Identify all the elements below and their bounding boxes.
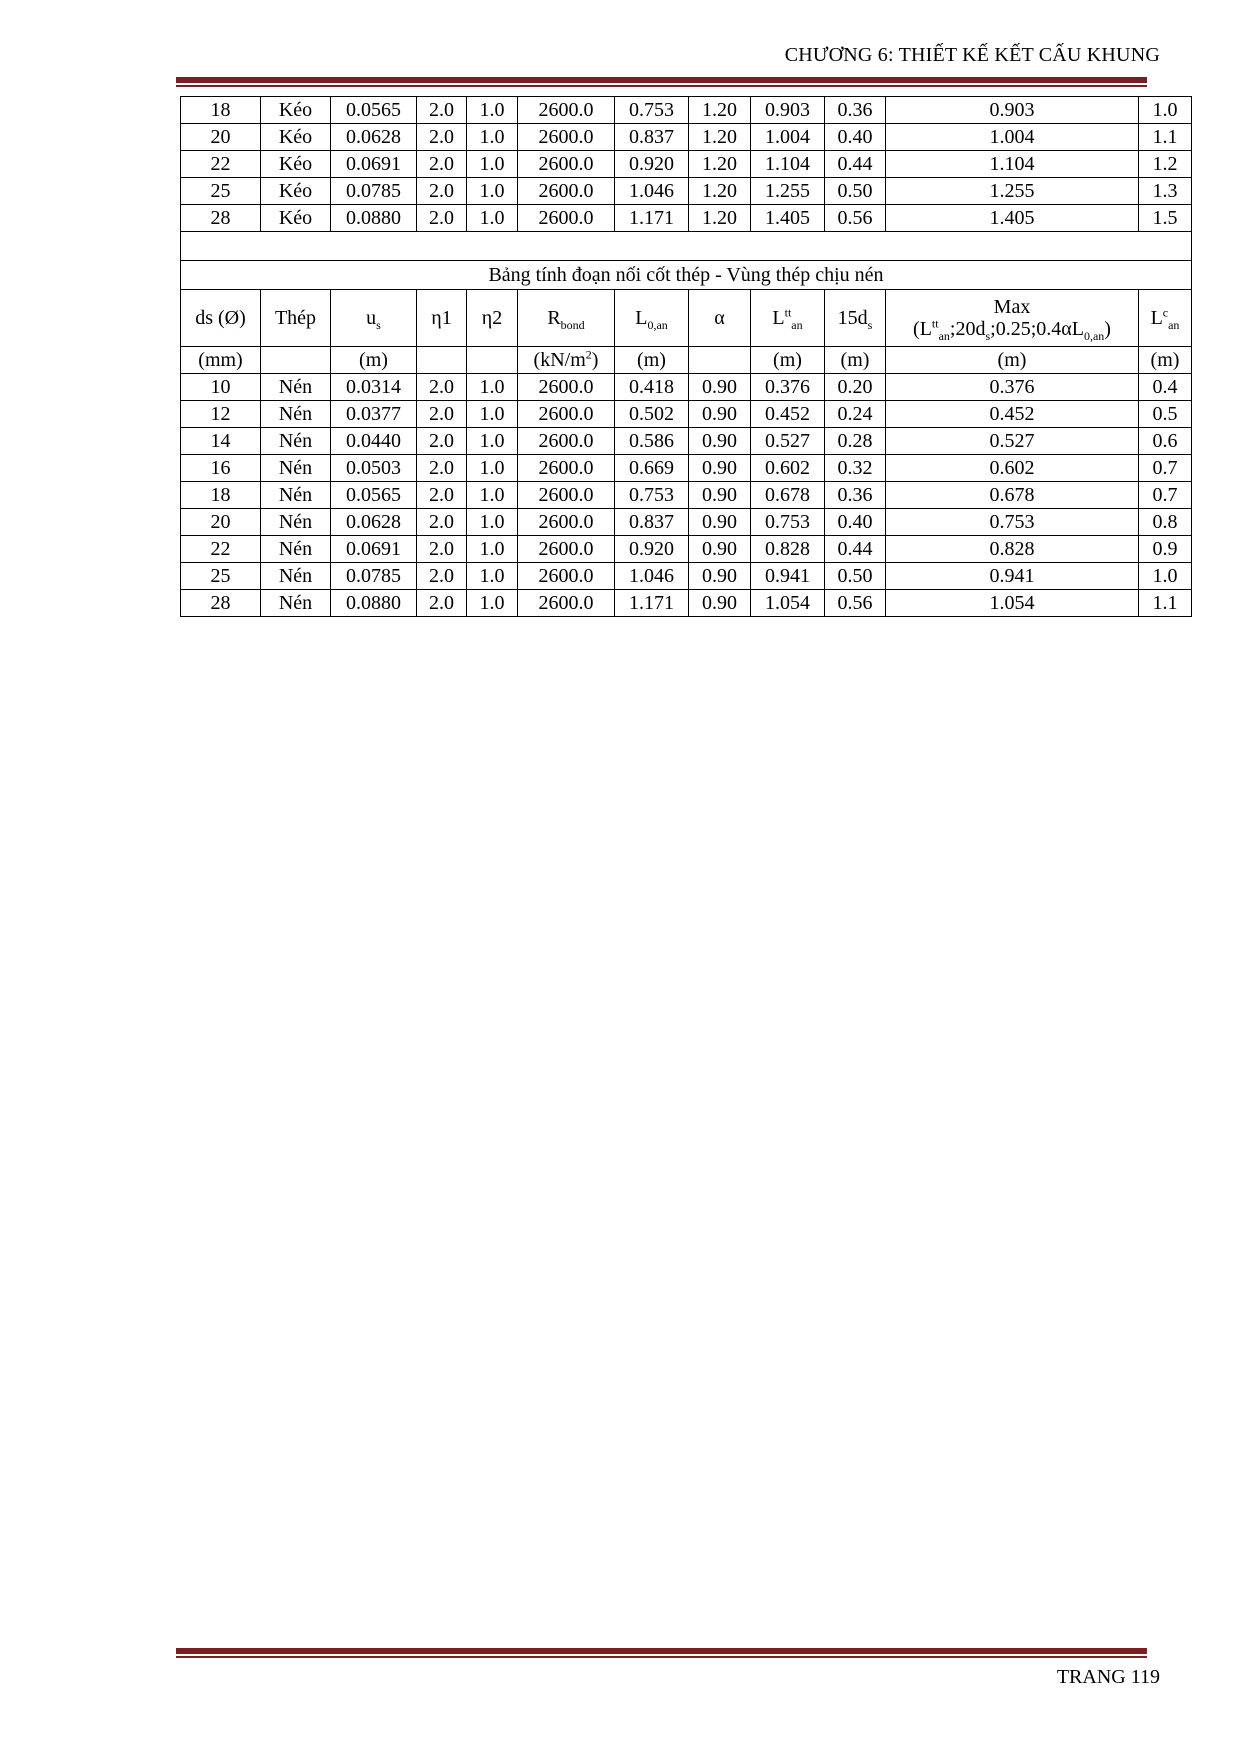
table-cell: 1.054 <box>751 590 825 617</box>
table-cell: 20 <box>181 509 261 536</box>
unit-cell <box>689 347 751 374</box>
table-cell: 0.837 <box>615 124 689 151</box>
table-cell: 0.5 <box>1139 401 1192 428</box>
table-cell: 0.90 <box>689 428 751 455</box>
table-cell: 0.0440 <box>331 428 417 455</box>
table-cell: Nén <box>261 590 331 617</box>
table-cell: Kéo <box>261 97 331 124</box>
table-cell: 2600.0 <box>518 563 615 590</box>
header-max-line2 <box>886 316 1138 343</box>
header-max <box>886 290 1139 347</box>
table-cell: 0.28 <box>825 428 886 455</box>
table-cell: 2600.0 <box>518 509 615 536</box>
table-cell: 0.452 <box>751 401 825 428</box>
table-cell: 22 <box>181 151 261 178</box>
table-cell: 1.0 <box>467 401 518 428</box>
unit-rbond-close: ) <box>591 349 599 371</box>
table-cell: 1.054 <box>886 590 1139 617</box>
header-lc-sub: an <box>1168 318 1180 332</box>
table-cell: 1.20 <box>689 124 751 151</box>
table-cell: 0.0691 <box>331 536 417 563</box>
table-row <box>181 509 1192 536</box>
table-cell: Kéo <box>261 124 331 151</box>
table-row <box>181 455 1192 482</box>
table-cell: 28 <box>181 205 261 232</box>
table-cell: 18 <box>181 97 261 124</box>
table-cell: 1.104 <box>751 151 825 178</box>
table-cell: 0.678 <box>751 482 825 509</box>
header-us-main: u <box>366 307 377 329</box>
table-cell: 12 <box>181 401 261 428</box>
table-cell: 0.669 <box>615 455 689 482</box>
table-cell: 0.0314 <box>331 374 417 401</box>
header-ltt-sub: an <box>791 318 803 332</box>
table-cell: 25 <box>181 563 261 590</box>
table-cell: 0.90 <box>689 536 751 563</box>
table-cell: 0.0565 <box>331 97 417 124</box>
table-cell: 0.90 <box>689 455 751 482</box>
table-cell: Nén <box>261 428 331 455</box>
header-max-open: (L <box>913 318 932 340</box>
header-max-close: ) <box>1104 318 1111 340</box>
header-rbond <box>518 290 615 347</box>
table-cell: 2.0 <box>417 97 467 124</box>
table-cell: 2600.0 <box>518 590 615 617</box>
unit-cell: (mm) <box>181 347 261 374</box>
table-cell: Kéo <box>261 205 331 232</box>
table-cell: 25 <box>181 178 261 205</box>
table-cell: 1.255 <box>886 178 1139 205</box>
header-ltt <box>751 290 825 347</box>
table-cell: 0.903 <box>886 97 1139 124</box>
header-rbond-main: R <box>547 307 561 329</box>
table-cell: 1.255 <box>751 178 825 205</box>
table-cell: 2.0 <box>417 536 467 563</box>
table-cell: 0.56 <box>825 590 886 617</box>
header-lc <box>1139 290 1192 347</box>
table-cell: 0.903 <box>751 97 825 124</box>
table-row <box>181 374 1192 401</box>
table-row <box>181 428 1192 455</box>
unit-cell <box>467 347 518 374</box>
table2-body <box>181 232 1192 374</box>
table-cell: 0.4 <box>1139 374 1192 401</box>
table-cell: 18 <box>181 482 261 509</box>
table-cell: 0.40 <box>825 124 886 151</box>
table-cell: Nén <box>261 374 331 401</box>
table-cell: 0.753 <box>615 97 689 124</box>
table-cell: 1.171 <box>615 590 689 617</box>
table-cell: 2600.0 <box>518 97 615 124</box>
table-cell: 0.0691 <box>331 151 417 178</box>
table-cell: 0.32 <box>825 455 886 482</box>
unit-cell <box>261 347 331 374</box>
table-cell: 1.046 <box>615 178 689 205</box>
table-cell: 1.004 <box>886 124 1139 151</box>
table-cell: 0.50 <box>825 563 886 590</box>
table-cell: Nén <box>261 401 331 428</box>
table-cell: 2600.0 <box>518 178 615 205</box>
table-cell: 0.40 <box>825 509 886 536</box>
table-cell: Kéo <box>261 151 331 178</box>
unit-cell <box>417 347 467 374</box>
header-max-line1: Max <box>993 296 1031 318</box>
table-cell: 0.452 <box>886 401 1139 428</box>
table-cell: 0.920 <box>615 536 689 563</box>
table-cell: 1.004 <box>751 124 825 151</box>
table-cell: 2.0 <box>417 205 467 232</box>
table-cell: 1.20 <box>689 151 751 178</box>
table-cell: 1.3 <box>1139 178 1192 205</box>
table-cell: 1.405 <box>751 205 825 232</box>
header-rule-thick <box>176 77 1147 83</box>
table-cell: 0.0377 <box>331 401 417 428</box>
header-us-sub: s <box>376 318 381 332</box>
table-cell: 0.7 <box>1139 482 1192 509</box>
table-cell: 0.44 <box>825 536 886 563</box>
table-cell: 14 <box>181 428 261 455</box>
header-ds: ds (Ø) <box>181 290 261 347</box>
table-cell: 0.376 <box>751 374 825 401</box>
table-cell: 0.90 <box>689 401 751 428</box>
footer-rule-thin <box>176 1656 1147 1658</box>
table-cell: 2600.0 <box>518 455 615 482</box>
table-row <box>181 151 1192 178</box>
table2-header-row <box>181 290 1192 347</box>
table-cell: 1.5 <box>1139 205 1192 232</box>
table-cell: 10 <box>181 374 261 401</box>
table-cell: 2600.0 <box>518 401 615 428</box>
header-rule-thin <box>176 85 1147 87</box>
table-cell: 2.0 <box>417 178 467 205</box>
table-cell: 0.44 <box>825 151 886 178</box>
header-max-sub1: an <box>938 329 950 343</box>
table-cell: 0.0503 <box>331 455 417 482</box>
table-cell: 2.0 <box>417 124 467 151</box>
table-cell: 1.0 <box>467 124 518 151</box>
table-cell: 2600.0 <box>518 482 615 509</box>
table-cell: 0.753 <box>886 509 1139 536</box>
table-cell: 0.90 <box>689 563 751 590</box>
unit-cell: (m) <box>825 347 886 374</box>
table-cell: 0.376 <box>886 374 1139 401</box>
table-cell: 0.0785 <box>331 563 417 590</box>
table-cell: 1.171 <box>615 205 689 232</box>
table-cell: 1.0 <box>467 178 518 205</box>
table-cell: 2.0 <box>417 482 467 509</box>
table-cell: 0.527 <box>751 428 825 455</box>
table-cell: 2.0 <box>417 374 467 401</box>
unit-cell: (m) <box>751 347 825 374</box>
table-cell: 0.0628 <box>331 509 417 536</box>
table-cell: 0.36 <box>825 482 886 509</box>
table2-units-row <box>181 347 1192 374</box>
unit-rbond-sup: 2 <box>585 347 592 362</box>
header-eta1: η1 <box>417 290 467 347</box>
table-cell: Nén <box>261 455 331 482</box>
table-cell: 0.90 <box>689 374 751 401</box>
table-cell: 1.0 <box>467 97 518 124</box>
header-thep: Thép <box>261 290 331 347</box>
header-l0-sub: 0,an <box>647 318 668 332</box>
table-cell: Nén <box>261 536 331 563</box>
header-max-sub2: s <box>985 329 991 343</box>
table-cell: 0.90 <box>689 509 751 536</box>
table-cell: 0.828 <box>751 536 825 563</box>
table-cell: 2600.0 <box>518 205 615 232</box>
unit-cell: (m) <box>1139 347 1192 374</box>
header-15ds-sub: s <box>867 318 873 332</box>
table-cell: 0.920 <box>615 151 689 178</box>
table-cell: 22 <box>181 536 261 563</box>
table2-rows <box>181 374 1192 617</box>
table-cell: 0.602 <box>751 455 825 482</box>
table-cell: 1.20 <box>689 178 751 205</box>
anchorage-table <box>180 96 1192 617</box>
unit-cell: (m) <box>886 347 1139 374</box>
table-cell: 0.0785 <box>331 178 417 205</box>
table-cell: Nén <box>261 482 331 509</box>
header-max-sup: tt <box>931 316 939 331</box>
header-l0-main: L <box>635 307 648 329</box>
table-cell: 0.837 <box>615 509 689 536</box>
table-cell: 2600.0 <box>518 428 615 455</box>
table-cell: Nén <box>261 509 331 536</box>
table-cell: 0.418 <box>615 374 689 401</box>
table-cell: 28 <box>181 590 261 617</box>
table-cell: 16 <box>181 455 261 482</box>
unit-cell-rbond <box>518 347 615 374</box>
table-cell: 0.36 <box>825 97 886 124</box>
table-cell: 20 <box>181 124 261 151</box>
table-cell: 1.0 <box>1139 563 1192 590</box>
table2-title-row <box>181 261 1192 290</box>
table-row <box>181 563 1192 590</box>
table-row <box>181 124 1192 151</box>
table-cell: 0.90 <box>689 590 751 617</box>
table-cell: 2.0 <box>417 151 467 178</box>
table-cell: 0.6 <box>1139 428 1192 455</box>
table-cell: 0.56 <box>825 205 886 232</box>
table-cell: 0.9 <box>1139 536 1192 563</box>
table-cell: 2600.0 <box>518 124 615 151</box>
table-cell: 1.405 <box>886 205 1139 232</box>
table-cell: 0.828 <box>886 536 1139 563</box>
header-eta2: η2 <box>467 290 518 347</box>
table-cell: 1.046 <box>615 563 689 590</box>
page-header-title: CHƯƠNG 6: THIẾT KẾ KẾT CẤU KHUNG <box>784 44 1160 66</box>
table-cell: 1.20 <box>689 205 751 232</box>
blank-row <box>181 232 1192 261</box>
table-cell: 0.0628 <box>331 124 417 151</box>
unit-cell: (m) <box>331 347 417 374</box>
table-cell: 0.602 <box>886 455 1139 482</box>
table-cell: 0.7 <box>1139 455 1192 482</box>
table2-title: Bảng tính đoạn nối cốt thép - Vùng thép chịu nén <box>181 261 1192 290</box>
table-cell: 1.0 <box>467 374 518 401</box>
table-cell: 0.90 <box>689 482 751 509</box>
table-cell: 2.0 <box>417 401 467 428</box>
table-cell: 1.0 <box>467 536 518 563</box>
header-us <box>331 290 417 347</box>
header-max-mid: ;20d <box>949 318 986 340</box>
unit-rbond-main: (kN/m <box>533 349 586 371</box>
header-15ds-main: 15d <box>837 307 868 329</box>
table-cell: 1.0 <box>467 455 518 482</box>
table-cell: 2.0 <box>417 590 467 617</box>
table-cell: 1.0 <box>467 151 518 178</box>
table-cell: 0.678 <box>886 482 1139 509</box>
table-row <box>181 205 1192 232</box>
table-row <box>181 536 1192 563</box>
table-cell: 1.1 <box>1139 590 1192 617</box>
table-cell: 0.8 <box>1139 509 1192 536</box>
header-15ds <box>825 290 886 347</box>
table-cell: Kéo <box>261 178 331 205</box>
table-cell: 0.941 <box>751 563 825 590</box>
unit-cell: (m) <box>615 347 689 374</box>
top-rows <box>181 97 1192 232</box>
table-cell: 0.50 <box>825 178 886 205</box>
table-cell: 0.586 <box>615 428 689 455</box>
blank-cell <box>181 232 1192 261</box>
table-cell: 1.2 <box>1139 151 1192 178</box>
table-cell: 1.0 <box>467 563 518 590</box>
table-cell: 0.753 <box>615 482 689 509</box>
table-cell: 1.20 <box>689 97 751 124</box>
table-cell: 2600.0 <box>518 374 615 401</box>
table-cell: 0.0565 <box>331 482 417 509</box>
header-alpha: α <box>689 290 751 347</box>
table-cell: 2600.0 <box>518 536 615 563</box>
page-number: TRANG 119 <box>1056 1666 1160 1688</box>
table-cell: 1.0 <box>467 428 518 455</box>
header-l0 <box>615 290 689 347</box>
table-cell: 1.0 <box>467 509 518 536</box>
header-lc-sup: c <box>1162 305 1169 320</box>
table-cell: 2.0 <box>417 455 467 482</box>
table-cell: 0.0880 <box>331 205 417 232</box>
header-lc-main: L <box>1150 307 1163 329</box>
table-cell: Nén <box>261 563 331 590</box>
table-cell: 0.20 <box>825 374 886 401</box>
header-rbond-sub: bond <box>560 318 585 332</box>
table-cell: 1.104 <box>886 151 1139 178</box>
header-ltt-sup: tt <box>784 305 792 320</box>
table-cell: 0.502 <box>615 401 689 428</box>
table-cell: 0.0880 <box>331 590 417 617</box>
table-row <box>181 482 1192 509</box>
header-ltt-main: L <box>772 307 785 329</box>
table-cell: 1.0 <box>467 205 518 232</box>
table-cell: 2.0 <box>417 509 467 536</box>
table-cell: 0.753 <box>751 509 825 536</box>
table-cell: 1.0 <box>467 482 518 509</box>
header-max-mid2: ;0.25;0.4αL <box>990 318 1084 340</box>
table-row <box>181 590 1192 617</box>
table-cell: 2.0 <box>417 428 467 455</box>
table-row <box>181 401 1192 428</box>
table-cell: 0.24 <box>825 401 886 428</box>
header-max-sub3: 0,an <box>1083 329 1105 343</box>
table-cell: 2.0 <box>417 563 467 590</box>
table-cell: 1.0 <box>467 590 518 617</box>
table-cell: 1.1 <box>1139 124 1192 151</box>
table-cell: 0.527 <box>886 428 1139 455</box>
footer-rule-thick <box>176 1648 1147 1654</box>
table-row <box>181 178 1192 205</box>
table-cell: 0.941 <box>886 563 1139 590</box>
table-cell: 1.0 <box>1139 97 1192 124</box>
table-row <box>181 97 1192 124</box>
table-cell: 2600.0 <box>518 151 615 178</box>
